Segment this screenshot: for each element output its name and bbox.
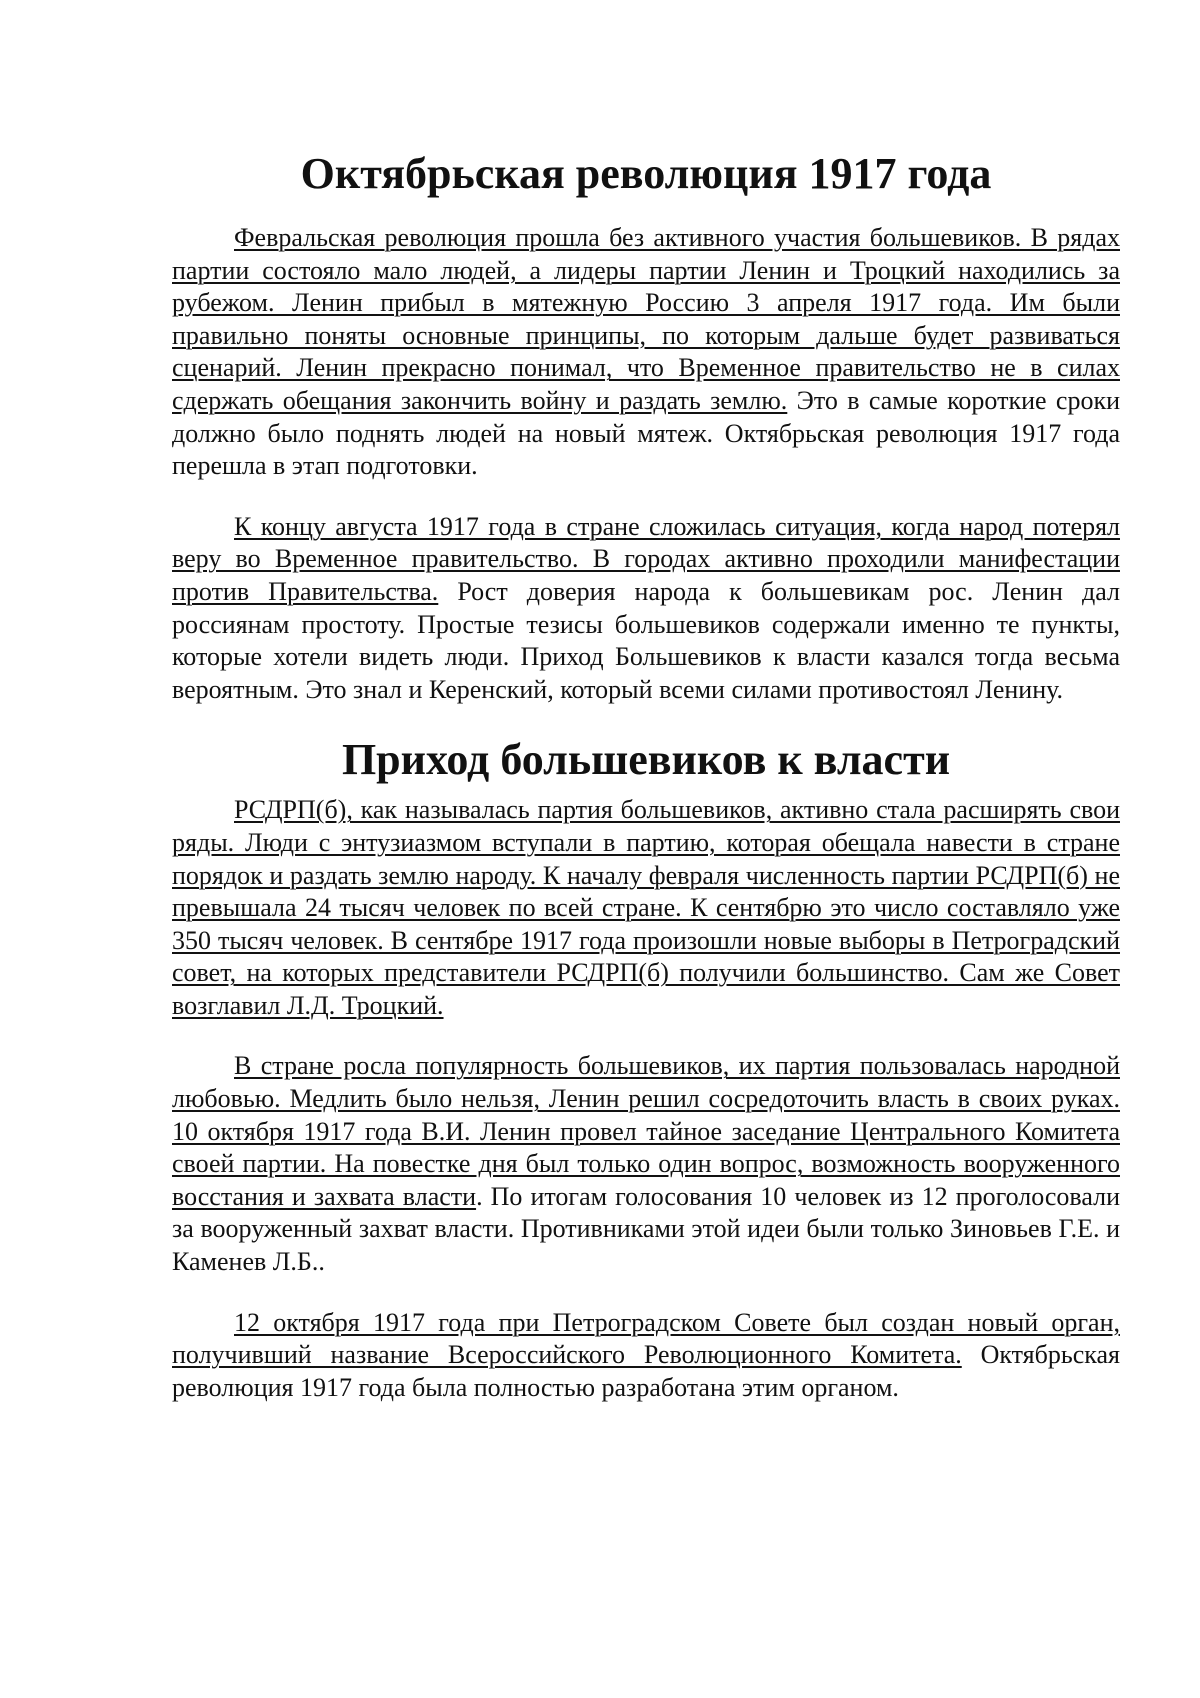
underlined-text: 12 октября 1917 года при Петроградском Совете был создан новый орган, получивший название Всероссийского Революционного Комитета.: [172, 1307, 1120, 1370]
heading-october-revolution: Октябрьская революция 1917 года: [300, 149, 992, 198]
paragraph-february-revolution: [172, 222, 1120, 483]
paragraph-popularity: [172, 1050, 1120, 1278]
heading-bolsheviks-to-power: Приход большевиков к власти: [341, 735, 951, 785]
paragraph-rsdrp: [172, 794, 1120, 1022]
plain-text: Рост доверия народа к большевикам рос. Ленин дал россиянам простоту. Простые тезисы большевиков содержали именно те пункты, которые хотели видеть люди. Приход Большевиков к власти казался тогда весьма вероятным. Это знал и Керенский, который всеми силами противостоял Ленину.: [172, 576, 1120, 704]
underlined-text: В стране росла популярность большевиков, их партия пользовалась народной любовью. Медлить было нельзя, Ленин решил сосредоточить власть в своих руках. 10 октября 1917 года В.И. Ленин провел тайное заседание Центрального Комитета своей партии. На повестке дня был только один вопрос, возможность вооруженного восстания и захвата власти: [172, 1051, 1120, 1211]
plain-text: Октябрьская революция 1917 года была полностью разработана этим органом.: [172, 1340, 1120, 1402]
plain-text: Это в самые короткие сроки должно было поднять людей на новый мятеж. Октябрьская революция 1917 года перешла в этап подготовки.: [172, 385, 1120, 481]
underlined-text: К концу августа 1917 года в стране сложилась ситуация, когда народ потерял веру во Временное правительство. В городах активно проходили манифестации против Правительства.: [172, 511, 1120, 606]
document-body: [172, 148, 1120, 1432]
paragraph-end-of-august: [172, 511, 1120, 707]
underlined-text: Февральская революция прошла без активного участия большевиков. В рядах партии состояло мало людей, а лидеры партии Ленин и Троцкий находились за рубежом. Ленин прибыл в мятежную Россию 3 апреля 1917 года. Им были правильно поняты основные принципы, по которым дальше будет развиваться сценарий. Ленин прекрасно понимал, что Временное правительство не в силах сдержать обещания закончить войну и раздать землю.: [172, 223, 1120, 415]
underlined-text: РСДРП(б), как называлась партия большевиков, активно стала расширять свои ряды. Люди с энтузиазмом вступали в партию, которая обещала навести в стране порядок и раздать землю народу. К началу февраля численность партии РСДРП(б) не превышала 24 тысяч человек по всей стране. К сентябрю это число составляло уже 350 тысяч человек. В сентябре 1917 года произошли новые выборы в Петроградский совет, на которых представители РСДРП(б) получили большинство. Сам же Совет возглавил Л.Д. Троцкий.: [172, 795, 1120, 1020]
paragraph-october-12: [172, 1307, 1120, 1405]
plain-text: . По итогам голосования 10 человек из 12 проголосовали за вооруженный захват власти. Противниками этой идеи были только Зиновьев Г.Е. и Каменев Л.Б..: [172, 1181, 1120, 1277]
